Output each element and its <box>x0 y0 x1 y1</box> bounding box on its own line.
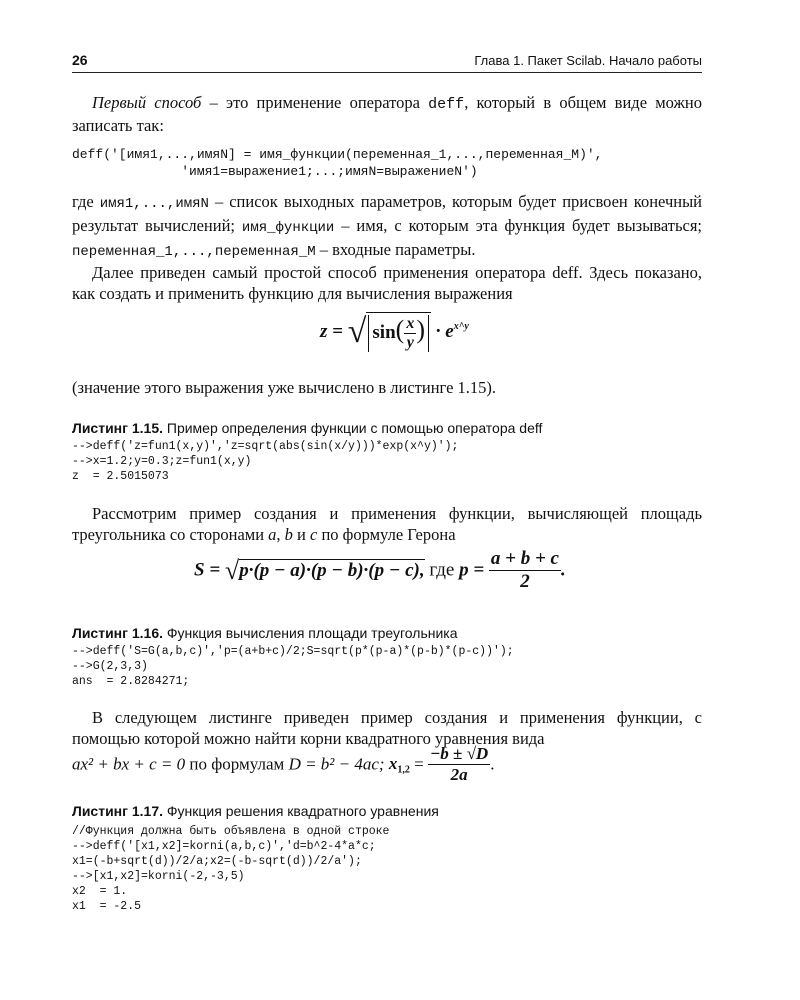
paragraph-note: (значение этого выражения уже вычислено в листинге 1.15). <box>72 378 497 397</box>
code-line: x1=(-b+sqrt(d))/2/a;x2=(-b-sqrt(d))/2/a'); <box>72 855 362 868</box>
listing-code-1-16 <box>72 644 702 689</box>
chapter-title: Глава 1. Пакет Scilab. Начало работы <box>474 53 702 68</box>
italic-term: Первый способ <box>92 93 202 112</box>
page-number: 26 <box>72 52 88 68</box>
formula-heron: S = √p·(p − a)·(p − b)·(p − c), где p = $\frac{a + b + c}{2}$ . <box>194 548 566 592</box>
running-header <box>72 50 702 73</box>
paragraph-simple-method: Далее приведен самый простой способ применения оператора deff. Здесь показано, как создать и применить функцию для вычисления выражения <box>72 263 702 303</box>
code-line: //Функция должна быть объявлена в одной строке <box>72 825 390 838</box>
code-line: -->deff('z=fun1(x,y)','z=sqrt(abs(sin(x/y)))*exp(x^y)'); <box>72 440 459 453</box>
formula-z: z = √ sin( $\frac{x}{y}$ ) · $e^{x\^{}y}$ <box>320 313 469 352</box>
listing-code-1-15 <box>72 439 702 484</box>
code-line: -->deff('[x1,x2]=korni(a,b,c)','d=b^2-4*a*c; <box>72 840 376 853</box>
code-line: x1 = -2.5 <box>72 900 142 913</box>
code-line: -->G(2,3,3) <box>72 660 148 673</box>
listing-caption-1-15: Листинг 1.15. Пример определения функции с помощью оператора deff <box>72 420 543 436</box>
code-line: x2 = 1. <box>72 885 128 898</box>
listing-code-1-17 <box>72 824 702 914</box>
code-line: -->[x1,x2]=korni(-2,-3,5) <box>72 870 245 883</box>
paragraph-heron: Рассмотрим пример создания и применения функции, вычисляющей площадь треугольника со сторонами a, b и c по формуле Герона <box>72 504 702 544</box>
deff-syntax: deff('[имя1,...,имяN] = имя_функции(переменная_1,...,переменная_M)', 'имя1=выражение1;...;имяN=выражениеN') <box>72 147 603 179</box>
code-line: -->x=1.2;y=0.3;z=fun1(x,y) <box>72 455 252 468</box>
listing-caption-1-17: Листинг 1.17. Функция решения квадратного уравнения <box>72 803 439 819</box>
code-line: -->deff('S=G(a,b,c)','p=(a+b+c)/2;S=sqrt(p*(p-a)*(p-b)*(p-c))'); <box>72 645 514 658</box>
code-line: ans = 2.8284271; <box>72 675 190 688</box>
paragraph-first-method: Первый способ – это применение оператора deff, который в общем виде можно записать так: <box>72 93 702 135</box>
paragraph-quadratic: В следующем листинге приведен пример создания и применения функции, с помощью которой можно найти корни квадратного уравнения вида <box>72 708 702 748</box>
paragraph-parameters: где имя1,...,имяN – список выходных параметров, которым будет присвоен конечный результат вычислений; имя_функции – имя, с которым эта функция будет вызываться; переменная_1,...,переменная_M – входные параметры. <box>72 192 702 260</box>
quadratic-formulas: ax² + bx + c = 0 по формулам D = b² − 4ac; $x_{1,2}$ = $\frac{-b \pm √D}{2a}$ . <box>72 744 495 784</box>
code-line: z = 2.5015073 <box>72 470 169 483</box>
listing-caption-1-16: Листинг 1.16. Функция вычисления площади треугольника <box>72 625 458 641</box>
